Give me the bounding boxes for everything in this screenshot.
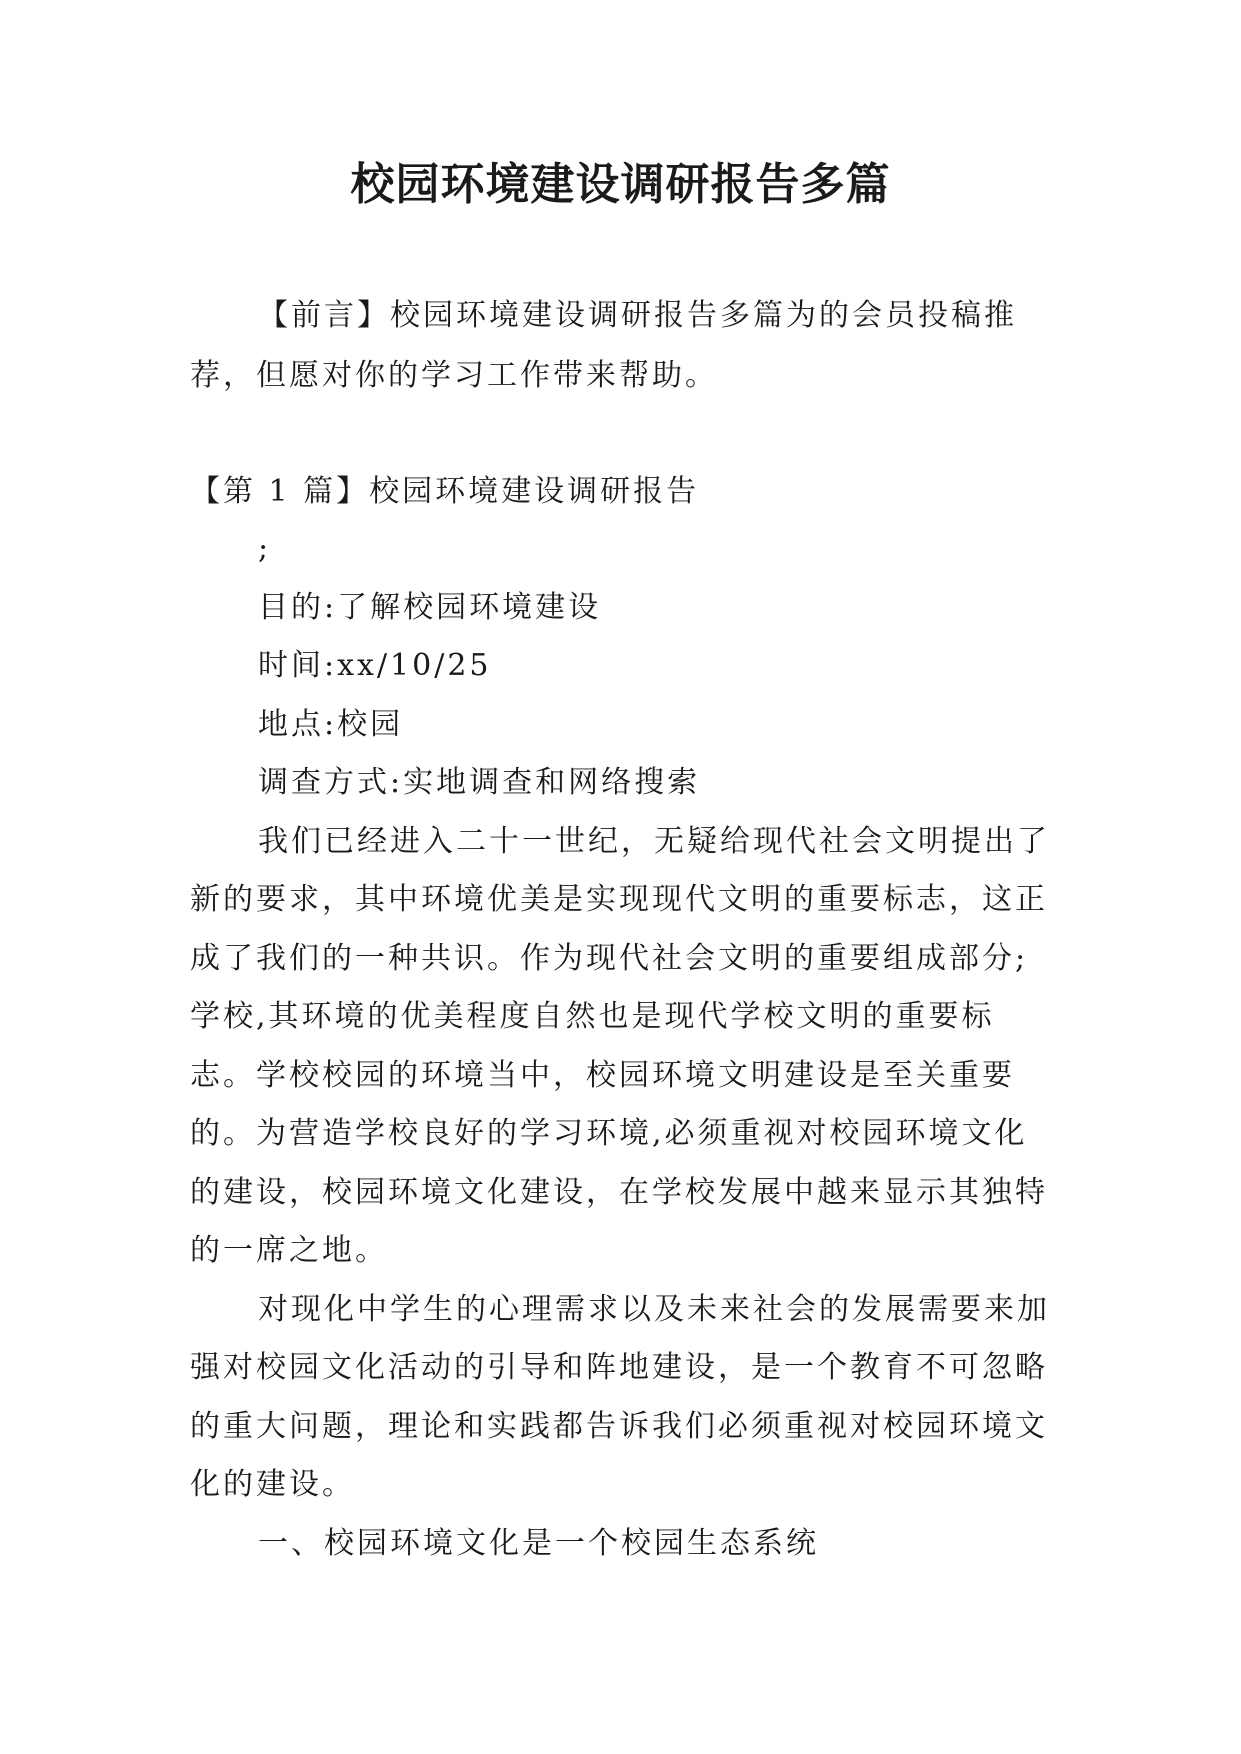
- paragraph-heading-one: 一、校园环境文化是一个校园生态系统: [258, 1525, 819, 1561]
- section-heading: 【第 1 篇】校园环境建设调研报告: [190, 474, 700, 509]
- paragraph-method: 调查方式:实地调查和网络搜索: [258, 765, 701, 800]
- paragraph-purpose: 目的:了解校园环境建设: [258, 589, 602, 625]
- paragraph-location: 地点:校园: [258, 706, 404, 742]
- section-content: [190, 520, 1052, 1573]
- document-title: 校园环境建设调研报告多篇: [350, 159, 891, 210]
- paragraph-separator: ;: [258, 531, 272, 566]
- paragraph-time: 时间:xx/10/25: [258, 648, 492, 683]
- paragraph-intro: 我们已经进入二十一世纪，无疑给现代社会文明提出了新的要求，其中环境优美是实现现代文明的重要标志，这正成了我们的一种共识。作为现代社会文明的重要组成部分;学校,其环境的优美程度自然也是现代学校文明的重要标志。学校校园的环境当中，校园环境文明建设是至关重要的。为营造学校良好的学习环境,必须重视对校园环境文化的建设，校园环境文化建设，在学校发展中越来显示其独特的一席之地。: [190, 823, 1050, 1268]
- preface-paragraph: 【前言】校园环境建设调研报告多篇为的会员投稿推荐，但愿对你的学习工作带来帮助。: [190, 298, 1017, 393]
- paragraph-importance: 对现化中学生的心理需求以及未来社会的发展需要来加强对校园文化活动的引导和阵地建设，是一个教育不可忽略的重大问题，理论和实践都告诉我们必须重视对校园环境文化的建设。: [190, 1291, 1050, 1502]
